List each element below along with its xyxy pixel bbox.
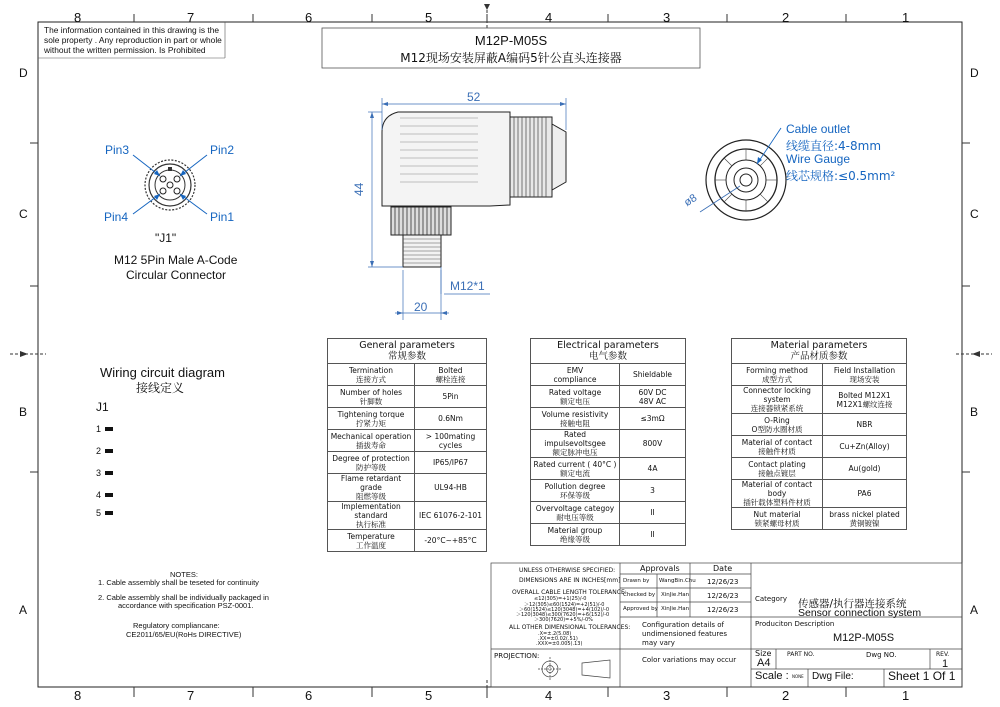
param-value: IP65/IP67 bbox=[432, 458, 469, 467]
connector-desc-line1: M12 5Pin Male A-Code bbox=[114, 253, 238, 267]
tb-tolerance-1: ≤12(305)=+1(25)/-0 bbox=[534, 596, 587, 602]
param-value-zh: M12X1螺纹连接 bbox=[836, 399, 893, 409]
param-key-zh: O型防水圈材质 bbox=[751, 424, 803, 434]
tb-scale-value: NONE bbox=[792, 674, 804, 679]
j1-label: "J1" bbox=[155, 231, 177, 245]
param-key: Flame retardant grade bbox=[340, 474, 402, 492]
tb-drawn-by-label: Drawn by bbox=[623, 578, 650, 584]
param-key: Material of contact body bbox=[741, 480, 813, 498]
drawing-title-code: M12P-M05S bbox=[474, 33, 548, 48]
wiring-connector-j1: J1 bbox=[96, 400, 109, 414]
cable-outlet-label: Cable outlet bbox=[786, 122, 851, 136]
tb-dimensions: DIMENSIONS ARE IN INCHES[mm] bbox=[519, 577, 621, 584]
param-value: UL94-HB bbox=[434, 483, 467, 492]
param-key: Implementation standard bbox=[341, 502, 401, 520]
param-key-zh: 绝缘等级 bbox=[560, 534, 590, 544]
zone-col-2-bottom: 2 bbox=[782, 688, 790, 703]
tb-production-label: Produciton Description bbox=[755, 620, 835, 628]
tb-tolerance-4: ＞120(3048)≤300(7620)=+6(152)/-0 bbox=[516, 612, 610, 618]
param-key: Forming method bbox=[746, 365, 808, 375]
param-value-zh: 黄铜镀镍 bbox=[849, 518, 880, 528]
wiring-pin-5: 5 bbox=[96, 508, 102, 518]
param-key: Temperature bbox=[347, 531, 395, 541]
param-key: EMV bbox=[566, 365, 584, 375]
wiring-title: Wiring circuit diagram bbox=[100, 365, 225, 380]
param-key-zh: 额定电流 bbox=[560, 468, 590, 478]
dim-length-52: 52 bbox=[467, 90, 481, 104]
param-value: II bbox=[650, 508, 655, 517]
note-2a: 2. Cable assembly shall be individually packaged in bbox=[98, 593, 269, 602]
tb-rev-label: REV. bbox=[936, 651, 950, 658]
param-key-zh: compliance bbox=[553, 374, 597, 384]
param-key: Contact plating bbox=[748, 459, 806, 469]
param-key-zh: 额定电压 bbox=[560, 396, 590, 406]
param-value: Shieldable bbox=[632, 370, 673, 379]
tb-production-value: M12P-M05S bbox=[833, 632, 895, 644]
wiring-pin-4: 4 bbox=[96, 490, 102, 500]
param-key-zh: 工作温度 bbox=[356, 540, 386, 550]
tb-category-en: Sensor connection system bbox=[798, 607, 922, 619]
connector-desc-line2: Circular Connector bbox=[126, 268, 227, 282]
param-key: Tightening torque bbox=[337, 409, 405, 419]
param-key: Nut material bbox=[753, 509, 801, 519]
zone-col-4-top: 4 bbox=[545, 10, 553, 25]
zone-row-d-left: D bbox=[19, 66, 28, 80]
param-key-zh: 拧紧力矩 bbox=[356, 418, 386, 428]
wire-spec-label: 线芯规格:≤0.5mm² bbox=[786, 169, 896, 183]
zone-col-5-bottom: 5 bbox=[425, 688, 433, 703]
zone-row-b-right: B bbox=[970, 405, 979, 419]
regulatory-title: Regulatory compliancane: bbox=[133, 621, 220, 630]
tb-size-value: A4 bbox=[757, 657, 771, 669]
zone-col-8-top: 8 bbox=[74, 10, 82, 25]
param-value: Bolted bbox=[438, 365, 463, 375]
param-key: Connector locking system bbox=[743, 386, 811, 404]
param-key: O-Ring bbox=[764, 415, 790, 425]
wiring-pin-3: 3 bbox=[96, 468, 102, 478]
param-key-zh: 连接方式 bbox=[356, 374, 386, 384]
tb-part-no-label: PART NO. bbox=[787, 651, 815, 658]
zone-col-2-top: 2 bbox=[782, 10, 790, 25]
electrical-title-zh: 电气参数 bbox=[588, 351, 627, 362]
cable-outlet-view bbox=[700, 128, 786, 220]
notes-title: NOTES: bbox=[170, 570, 198, 579]
zone-col-4-bottom: 4 bbox=[545, 688, 553, 703]
tb-scale-label: Scale : bbox=[755, 670, 789, 682]
param-key: Mechanical operation bbox=[330, 431, 412, 441]
param-key-zh: 针脚数 bbox=[359, 396, 383, 406]
tb-config-3: may vary bbox=[642, 639, 675, 647]
zone-col-6-top: 6 bbox=[305, 10, 313, 25]
tb-other-title: ALL OTHER DIMENSIONAL TOLERANCES: bbox=[509, 624, 631, 631]
param-value-zh: 现场安装 bbox=[849, 374, 880, 384]
electrical-title: Electrical parameters bbox=[557, 340, 659, 351]
param-value-zh: 螺栓连接 bbox=[435, 374, 466, 384]
param-value: Field Installation bbox=[833, 365, 896, 375]
param-value: PA6 bbox=[857, 489, 872, 498]
tb-checked-by-label: Checked by bbox=[623, 592, 656, 598]
wiring-title-zh: 接线定义 bbox=[136, 381, 185, 395]
tb-projection: PROJECTION: bbox=[494, 652, 540, 660]
zone-col-1-top: 1 bbox=[902, 10, 910, 25]
tb-config-2: undimensioned features bbox=[642, 630, 728, 638]
param-value: 4A bbox=[647, 464, 658, 473]
wiring-pin-1: 1 bbox=[96, 424, 102, 434]
general-title: General parameters bbox=[359, 340, 455, 351]
copyright-notice-line1: The information contained in this drawing is the bbox=[44, 25, 220, 35]
param-key-zh: 耐电压等级 bbox=[556, 512, 594, 522]
param-key: Termination bbox=[349, 365, 393, 375]
tb-checked-date: 12/26/23 bbox=[707, 592, 739, 600]
general-parameters-table bbox=[327, 338, 487, 552]
pin4-label: Pin4 bbox=[104, 210, 129, 224]
param-key-zh: 接触点镀层 bbox=[758, 468, 796, 478]
param-key-zh: 环保等级 bbox=[560, 490, 590, 500]
param-key-zh: 防护等级 bbox=[356, 462, 386, 472]
zone-row-c-right: C bbox=[970, 207, 979, 221]
tb-color-variations: Color variations may occur bbox=[642, 656, 737, 664]
regulatory-directive: CE2011/65/EU(RoHs DIRECTIVE) bbox=[126, 630, 242, 639]
param-key: Volume resistivity bbox=[541, 409, 609, 419]
param-value-zh: 48V AC bbox=[638, 396, 667, 406]
zone-row-a-left: A bbox=[19, 603, 28, 617]
zone-col-5-top: 5 bbox=[425, 10, 433, 25]
cable-diameter-label: 线缆直径:4-8mm bbox=[786, 139, 882, 153]
drawing-title-name: M12现场安装屏蔽A编码5针公直头连接器 bbox=[400, 51, 622, 65]
electrical-parameters-table bbox=[530, 338, 686, 546]
pin1-label: Pin1 bbox=[210, 210, 235, 224]
tb-tolerance-3: ＞60(1524)≤120(3048)=+4(102)/-0 bbox=[519, 607, 610, 613]
param-value: Bolted M12X1 bbox=[838, 390, 891, 400]
material-title: Material parameters bbox=[770, 340, 868, 351]
tb-config-1: Configuration details of bbox=[642, 621, 724, 629]
param-value: 60V DC bbox=[638, 387, 667, 397]
param-key: Rated impulsevoltsgee bbox=[544, 430, 606, 448]
param-key: Number of holes bbox=[339, 387, 403, 397]
param-key: Rated voltage bbox=[548, 387, 602, 397]
wiring-pin-markers bbox=[105, 427, 113, 515]
param-key-zh: 插针载体塑料件材质 bbox=[743, 498, 811, 507]
param-value: 3 bbox=[650, 486, 655, 495]
tb-checked-by-name: XinJie.Han bbox=[661, 592, 690, 598]
tb-other-1: .X=±.2(5.08) bbox=[538, 631, 572, 637]
param-key-zh: 执行标准 bbox=[356, 520, 386, 529]
zone-col-1-bottom: 1 bbox=[902, 688, 910, 703]
tb-approved-date: 12/26/23 bbox=[707, 606, 739, 614]
param-value: 0.6Nm bbox=[438, 414, 463, 423]
param-value: Au(gold) bbox=[848, 464, 881, 473]
param-key: Pollution degree bbox=[544, 481, 606, 491]
param-value: 5Pin bbox=[442, 392, 459, 401]
tb-category-zh: 传感器/执行器连接系统 bbox=[798, 598, 907, 610]
tb-tolerance-2: ＞12(305)≤60(1524)=+2(51)/-0 bbox=[524, 602, 605, 608]
zone-row-a-right: A bbox=[970, 603, 979, 617]
zone-col-6-bottom: 6 bbox=[305, 688, 313, 703]
param-value: 800V bbox=[642, 439, 663, 448]
dim-thread-m12: M12*1 bbox=[450, 279, 485, 293]
tb-drawn-by-name: WangBin.Chu bbox=[659, 578, 696, 584]
connector-face-view bbox=[133, 155, 207, 214]
tb-tolerance-5: ＞300(7620)=+5%/-0% bbox=[534, 617, 593, 623]
pin3-label: Pin3 bbox=[105, 143, 130, 157]
wire-gauge-label: Wire Gauge bbox=[786, 152, 851, 166]
zone-col-3-top: 3 bbox=[663, 10, 671, 25]
copyright-notice-line2: sole property . Any reproduction in part or whole bbox=[44, 35, 222, 45]
copyright-notice-line3: without the written permission. Is Prohibited bbox=[44, 45, 206, 55]
tb-sheet: Sheet 1 Of 1 bbox=[888, 669, 956, 683]
param-value: brass nickel plated bbox=[829, 509, 900, 519]
tb-other-3: .XXX=±0.005(.13) bbox=[536, 641, 583, 647]
zone-col-3-bottom: 3 bbox=[663, 688, 671, 703]
dim-diameter-8: ø8 bbox=[682, 192, 700, 210]
param-value: ≤3mΩ bbox=[640, 414, 665, 423]
tb-rev-value: 1 bbox=[942, 658, 949, 670]
tb-date-header: Date bbox=[713, 564, 733, 573]
param-value: NBR bbox=[856, 420, 873, 429]
zone-row-d-right: D bbox=[970, 66, 979, 80]
zone-col-7-bottom: 7 bbox=[187, 688, 195, 703]
param-key: Overvoltage categoy bbox=[535, 503, 615, 513]
param-key-zh: 接触件材质 bbox=[758, 446, 796, 456]
dim-width-20: 20 bbox=[414, 300, 428, 314]
dim-height-44: 44 bbox=[352, 182, 366, 196]
zone-col-7-top: 7 bbox=[187, 10, 195, 25]
wiring-pin-2: 2 bbox=[96, 446, 102, 456]
material-parameters-table bbox=[731, 338, 907, 530]
tb-size-label: Size bbox=[755, 649, 772, 658]
tb-approved-by-name: XinJie.Han bbox=[661, 606, 690, 612]
param-key-zh: 插拔寿命 bbox=[356, 440, 386, 450]
tb-category-label: Category bbox=[755, 595, 787, 603]
material-title-zh: 产品材质参数 bbox=[790, 351, 848, 362]
param-value: Cu+Zn(Alloy) bbox=[839, 442, 890, 451]
tb-dwg-file-label: Dwg File: bbox=[812, 671, 854, 682]
param-value: IEC 61076-2-101 bbox=[419, 511, 482, 520]
note-1: 1. Cable assembly shall be teseted for continuity bbox=[98, 578, 259, 587]
param-key-zh: 成型方式 bbox=[762, 374, 792, 384]
param-key-zh: 额定脉冲电压 bbox=[552, 448, 598, 457]
zone-row-b-left: B bbox=[19, 405, 28, 419]
param-value: > 100mating cycles bbox=[425, 431, 476, 450]
param-key-zh: 阻燃等级 bbox=[356, 492, 386, 501]
zone-row-c-left: C bbox=[19, 207, 28, 221]
param-key: Material of contact bbox=[741, 437, 813, 447]
note-2b: accordance with specification PSZ-0001. bbox=[118, 601, 254, 610]
param-key: Rated current ( 40°C ) bbox=[533, 459, 617, 469]
param-key: Material group bbox=[547, 525, 603, 535]
general-title-zh: 常规参数 bbox=[387, 351, 426, 362]
tb-approved-by-label: Approved by bbox=[623, 606, 658, 612]
tb-other-2: .XX=±0.02(.51) bbox=[538, 636, 578, 642]
zone-col-8-bottom: 8 bbox=[74, 688, 82, 703]
param-key-zh: 连接器锁紧系统 bbox=[750, 404, 804, 413]
param-value: II bbox=[650, 530, 655, 539]
tb-drawn-date: 12/26/23 bbox=[707, 578, 739, 586]
tb-approvals-header: Approvals bbox=[640, 564, 680, 573]
param-key-zh: 锁紧螺母材质 bbox=[754, 518, 800, 528]
param-value: -20°C~+85°C bbox=[424, 536, 477, 545]
pin2-label: Pin2 bbox=[210, 143, 235, 157]
tb-dwg-no-label: Dwg NO. bbox=[866, 651, 897, 659]
param-key: Degree of protection bbox=[332, 453, 410, 463]
param-key-zh: 接触电阻 bbox=[560, 418, 590, 428]
tb-unless: UNLESS OTHERWISE SPECIFIED: bbox=[519, 567, 616, 574]
tb-tolerance-title: OVERALL CABLE LENGTH TOLERANCE: bbox=[512, 589, 627, 596]
